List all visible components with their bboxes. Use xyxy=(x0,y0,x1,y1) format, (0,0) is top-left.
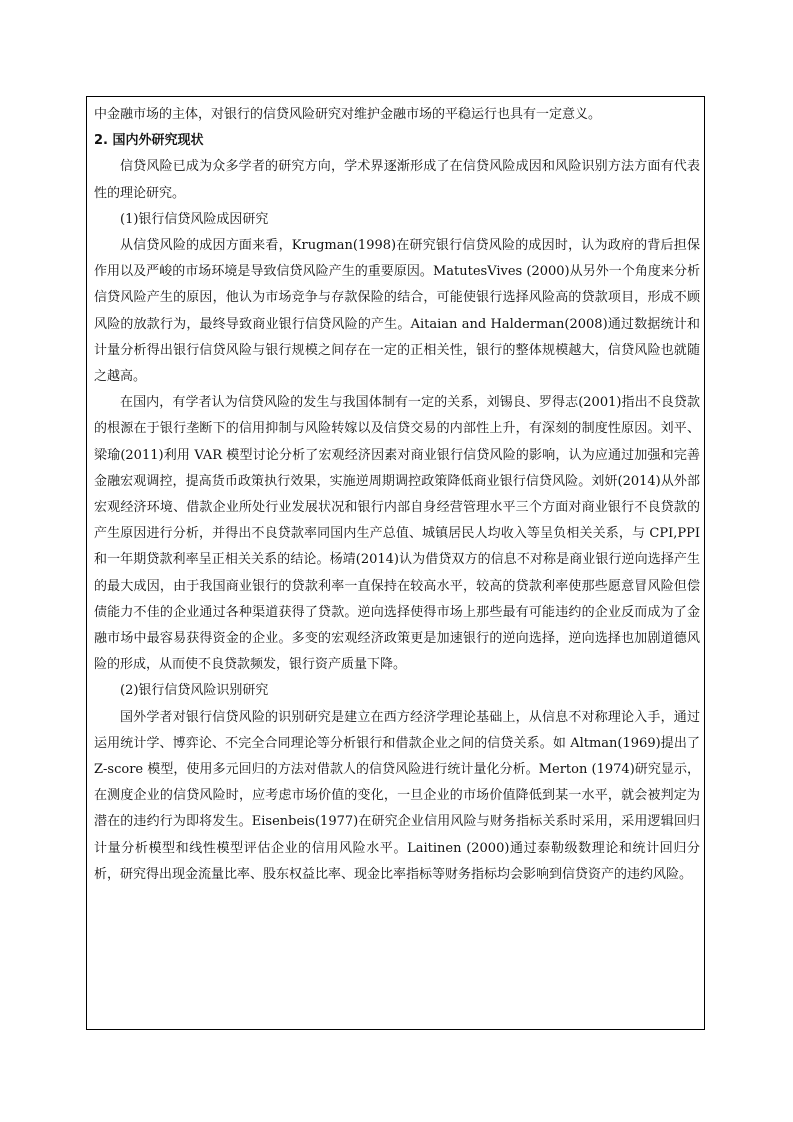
paragraph-domestic-causes: 在国内，有学者认为信贷风险的发生与我国体制有一定的关系，刘锡良、罗得志(2001)指出不良贷款的根源在于银行垄断下的信用抑制与风险转嫁以及信贷交易的内部性上升，有深刻的制度性原因。刘平、梁瑜(2011)利用 VAR 模型讨论分析了宏观经济因素对商业银行信贷风险的影响，认为应通过加强和完善金融宏观调控，提高货币政策执行效果，实施逆周期调控政策降低商业银行信贷风险。刘妍(2014)从外部宏观经济环境、借款企业所处行业发展状况和银行内部自身经营管理水平三个方面对商业银行不良贷款的产生原因进行分析，并得出不良贷款率同国内生产总值、城镇居民人均收入等呈负相关关系，与 CPI,PPI 和一年期贷款利率呈正相关关系的结论。杨靖(2014)认为借贷双方的信息不对称是商业银行逆向选择产生的最大成因，由于我国商业银行的贷款利率一直保持在较高水平，较高的贷款利率使那些愿意冒风险但偿债能力不佳的企业通过各种渠道获得了贷款。逆向选择使得市场上那些最有可能违约的企业反而成为了金融市场中最容易获得资金的企业。多变的宏观经济政策更是加速银行的逆向选择，逆向选择也加剧道德风险的形成，从而使不良贷款频发，银行资产质量下降。 xyxy=(94,395,700,673)
paragraph-intro-continued: 中金融市场的主体，对银行的信贷风险研究对维护金融市场的平稳运行也具有一定意义。 xyxy=(94,107,602,122)
paragraph-foreign-causes: 从信贷风险的成因方面来看，Krugman(1998)在研究银行信贷风险的成因时，认为政府的背后担保作用以及严峻的市场环境是导致信贷风险产生的重要原因。MatutesVives (2000)从另外一个角度来分析信贷风险产生的原因，他认为市场竞争与存款保险的结合，可能使银行选择风险高的贷款项目，形成不顾风险的放款行为，最终导致商业银行信贷风险的产生。Aitaian and Halderman(2008)通过数据统计和计量分析得出银行信贷风险与银行规模之间存在一定的正相关性，银行的整体规模越大，信贷风险也就随之越高。 xyxy=(94,238,700,385)
section-heading-research-status: 2. 国内外研究现状 xyxy=(94,133,204,149)
paragraph-overview: 信贷风险已成为众多学者的研究方向，学术界逐渐形成了在信贷风险成因和风险识别方法方面有代表性的理论研究。 xyxy=(94,159,700,201)
paragraph-foreign-identification: 国外学者对银行信贷风险的识别研究是建立在西方经济学理论基础上，从信息不对称理论入手，通过运用统计学、博弈论、不完全合同理论等分析银行和借款企业之间的信贷关系。如 Altman(1969)提出了 Z-score 模型，使用多元回归的方法对借款人的信贷风险进行统计量化分析。Merton (1974)研究显示，在测度企业的信贷风险时，应考虑市场价值的变化，一旦企业的市场价值降低到某一水平，就会被判定为潜在的违约行为即将发生。Eisenbeis(1977)在研究企业信用风险与财务指标关系时采用，采用逻辑回归计量分析模型和线性模型评估企业的信用风险水平。Laitinen (2000)通过泰勒级数理论和统计回归分析，研究得出现金流量比率、股东权益比率、现金比率指标等财务指标均会影响到信贷资产的违约风险。 xyxy=(94,709,700,882)
document-body xyxy=(94,102,700,888)
subheading-risk-identification: (2)银行信贷风险识别研究 xyxy=(120,683,269,699)
subheading-risk-causes: (1)银行信贷风险成因研究 xyxy=(120,211,269,227)
